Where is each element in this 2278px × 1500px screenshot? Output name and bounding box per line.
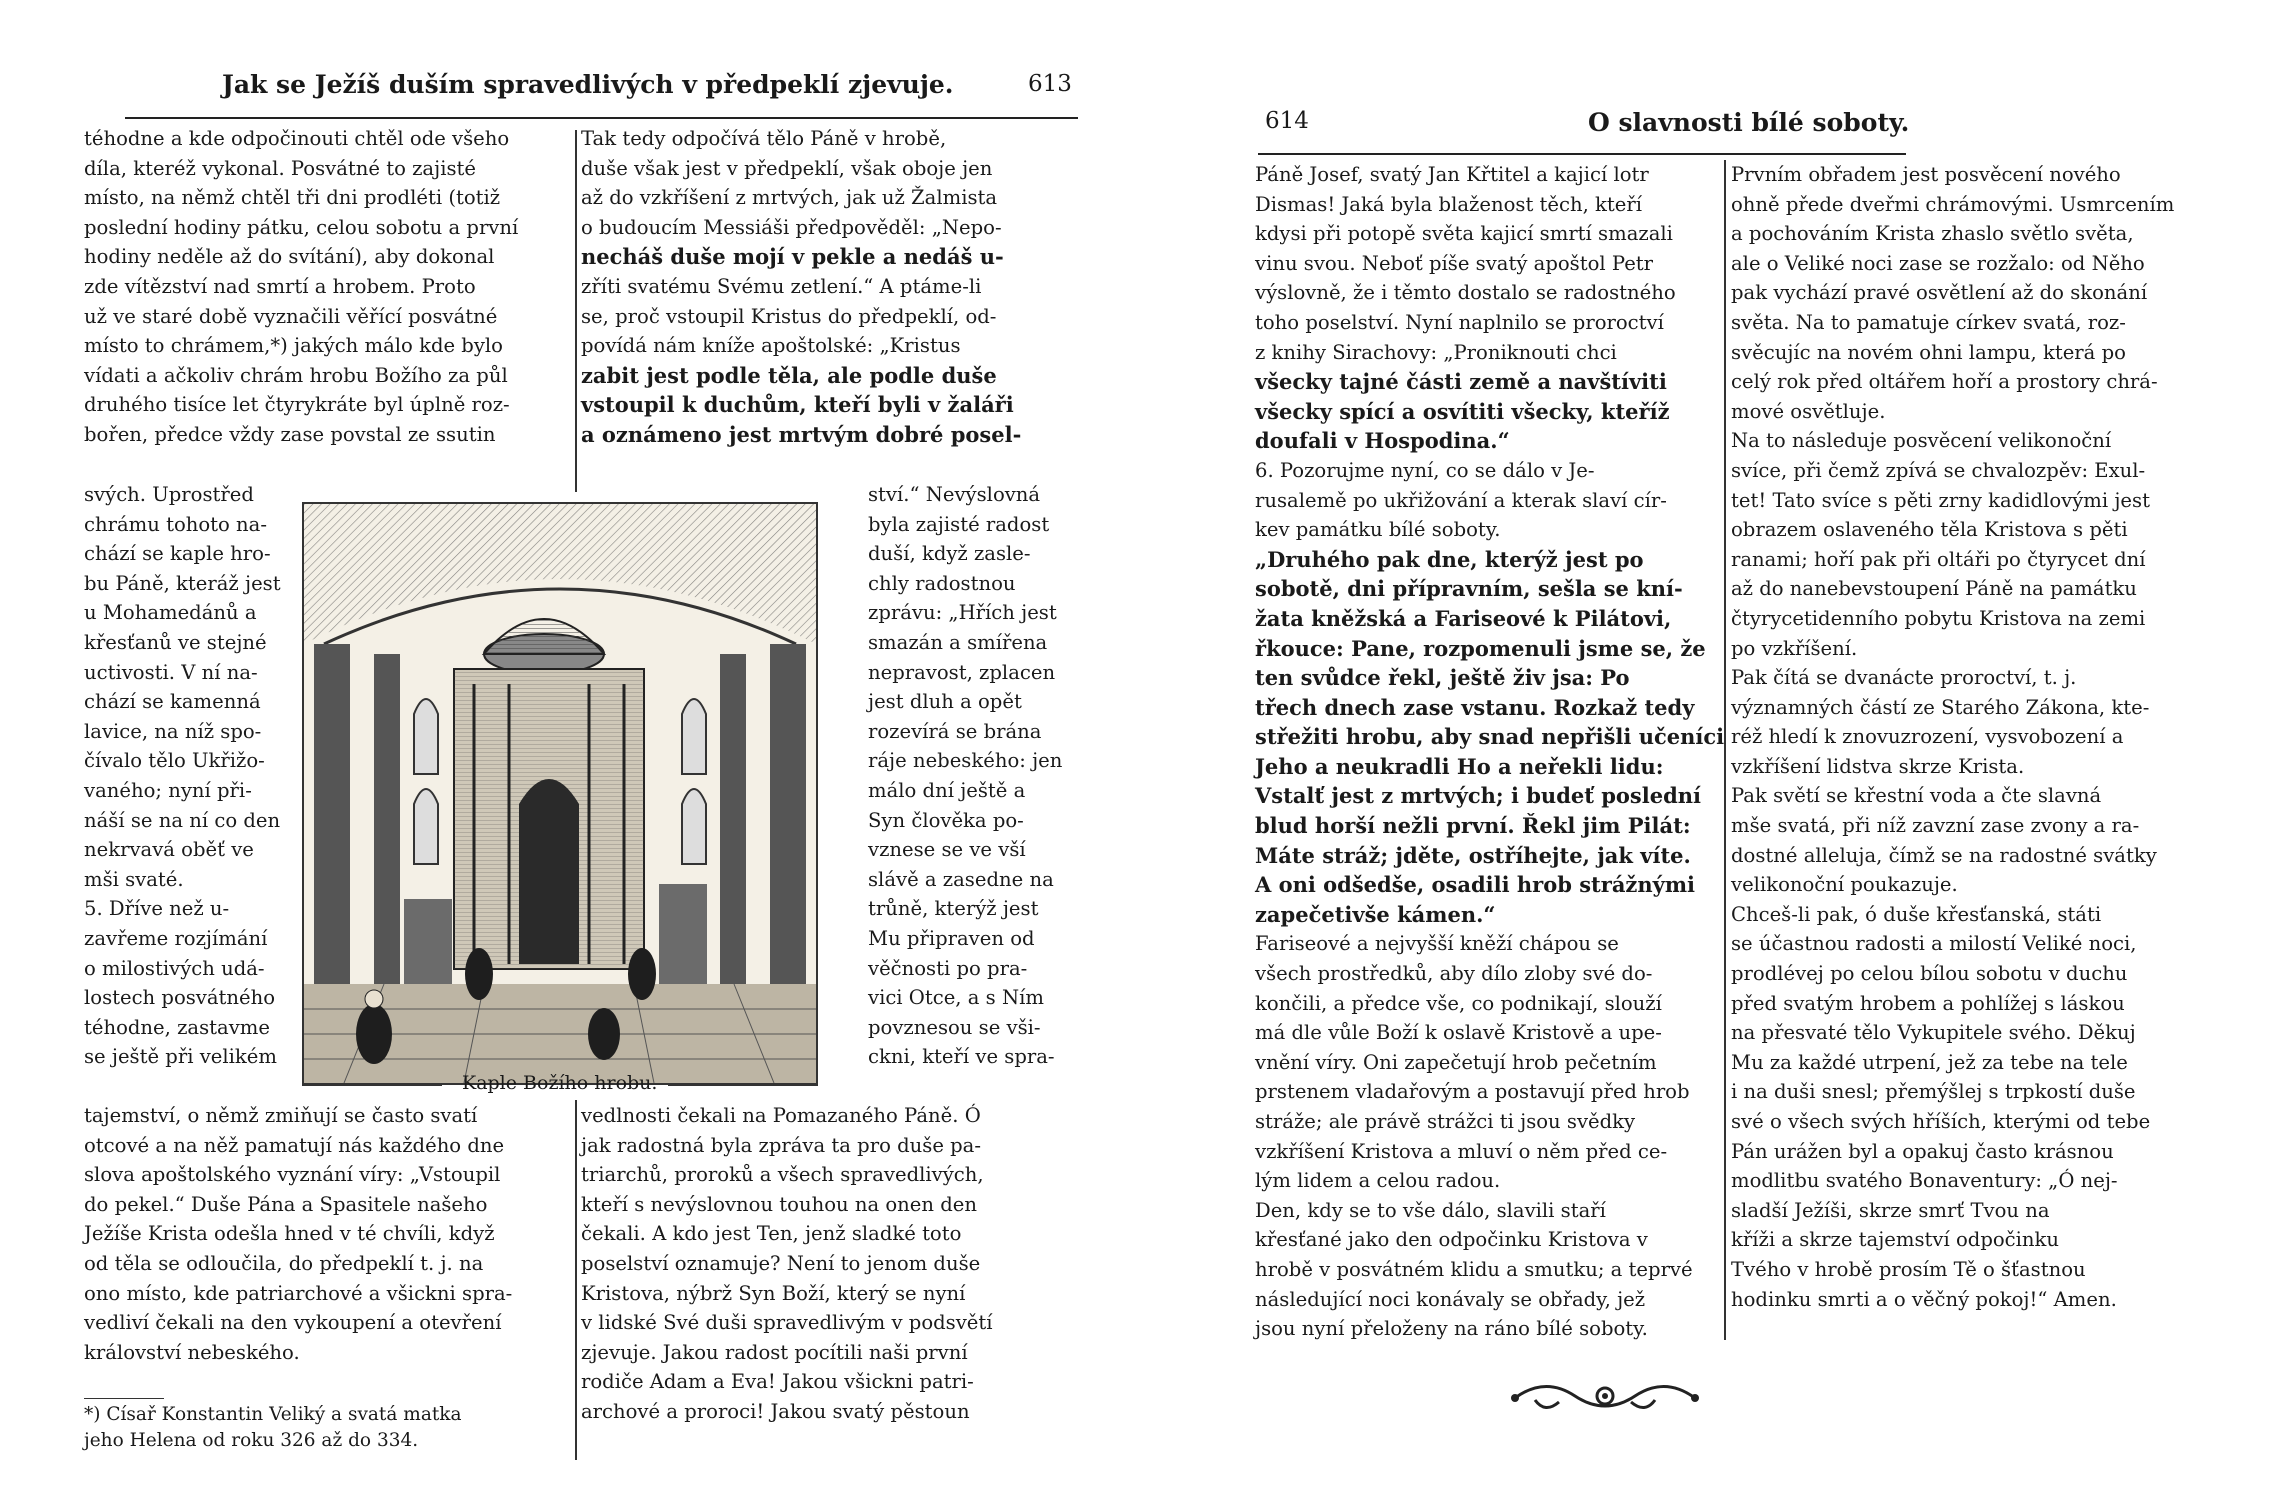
text-line: vnění víry. Oni zapečetují hrob pečetním (1255, 1050, 1657, 1074)
text-line: bu Páně, kteráž jest (84, 571, 281, 595)
text-line: prstenem vladařovým a postavují před hrob (1255, 1080, 1690, 1104)
text-line: kteří s nevýslovnou touhou na onen den (581, 1192, 977, 1216)
text-line: chází se kamenná (84, 690, 261, 714)
text-line: blud horší nežli první. Řekl jim Pilát: (1255, 813, 1691, 839)
text-line: do pekel.“ Duše Pána a Spasitele našeho (84, 1192, 488, 1216)
text-line: byla zajisté radost (868, 512, 1050, 536)
text-line: zjevuje. Jakou radost pocítili naši první (581, 1340, 968, 1364)
footnote (84, 1402, 571, 1454)
text-line: mové osvětluje. (1731, 399, 1886, 423)
ornament-flourish-icon (1505, 1368, 1705, 1424)
text-line: mši svaté. (84, 867, 184, 891)
text-line: 5. Dříve než u- (84, 897, 230, 921)
text-line: se účastnou radosti a milostí Veliké noci, (1731, 932, 2137, 956)
text-line: řkouce: Pane, rozpomenuli jsme se, že (1255, 635, 1706, 661)
right-column-c (1255, 160, 1725, 1344)
text-line: ství.“ Nevýslovná (868, 483, 1041, 506)
text-line: velikonoční poukazuje. (1731, 873, 1958, 897)
text-line: náší se na ní co den (84, 808, 281, 832)
text-line: trůně, kterýž jest (868, 897, 1039, 921)
text-line: lostech posvátného (84, 986, 276, 1010)
text-line: poslední hodiny pátku, celou sobotu a první (84, 215, 519, 239)
text-line: slávě a zasedne na (868, 867, 1054, 891)
text-line: výslovně, že i těmto dostalo se radostného (1255, 281, 1676, 305)
text-line: otcové a na něž pamatují nás každého dne (84, 1133, 505, 1157)
text-line: 6. Pozorujme nyní, co se dálo v Je- (1255, 458, 1595, 482)
text-line: od těla se odloučila, do předpeklí t. j. na (84, 1251, 484, 1275)
text-line: místo, na němž chtěl tři dni prodléti (totiž (84, 186, 501, 210)
text-line: následující noci konávaly se obřady, jež (1255, 1287, 1646, 1311)
text-line: hrobě v posvátném klidu a smutku; a teprvé (1255, 1257, 1693, 1281)
text-line: království nebeského. (84, 1340, 300, 1364)
text-line: třech dnech zase vstanu. Rozkaž tedy (1255, 694, 1695, 720)
text-line: vici Otce, a s Ním (868, 986, 1044, 1010)
text-line: Na to následuje posvěcení velikonoční (1731, 429, 2112, 453)
text-line: zavřeme rozjímání (84, 926, 268, 950)
text-line: Den, kdy se to vše dálo, slavili staří (1255, 1198, 1606, 1222)
text-line: ráje nebeského: jen (868, 749, 1063, 773)
text-line: díla, kteréž vykonal. Posvátné to zajisté (84, 156, 476, 180)
text-line: vzkříšení Kristova a mluví o něm před ce- (1255, 1139, 1668, 1163)
text-line: hodiny neděle až do svítání), aby dokonal (84, 245, 495, 269)
text-line: na přesvaté tělo Vykupitele svého. Děkuj (1731, 1021, 2136, 1045)
text-line: všech prostředků, aby dílo zloby své do- (1255, 962, 1653, 986)
text-line: významných částí ze Starého Zákona, kte- (1731, 695, 2150, 719)
text-line: stráže; ale právě strážci ti jsou svědky (1255, 1110, 1636, 1133)
text-line: žata kněžská a Fariseové k Pilátovi, (1255, 605, 1672, 631)
left-header-rule (125, 117, 1078, 119)
text-line: Ježíše Krista odešla hned v té chvíli, když (84, 1222, 495, 1246)
text-line: druhého tisíce let čtyrykráte byl úplně roz- (84, 393, 510, 417)
text-line: Chceš-li pak, ó duše křesťanská, státi (1731, 902, 2102, 926)
text-line: hodinku smrti a o věčný pokoj!“ Amen. (1731, 1287, 2117, 1311)
text-line: sobotě, dni přípravním, sešla se kní- (1255, 576, 1683, 602)
text-line: čekali. A kdo jest Ten, jenž sladké toto (581, 1222, 962, 1246)
text-line: Pán urážen byl a opakuj často krásnou (1731, 1139, 2114, 1163)
text-line: kev památku bílé soboty. (1255, 518, 1501, 542)
text-line: až do vzkříšení z mrtvých, jak už Žalmista (581, 186, 998, 210)
text-line: ohně přede dveřmi chrámovými. Usmrcením (1731, 192, 2175, 216)
text-line: z knihy Sirachovy: „Proniknouti chci (1255, 340, 1617, 364)
text-line: Pak světí se křestní voda a čte slavná (1731, 784, 2102, 808)
text-line: Tvého v hrobě prosím Tě o šťastnou (1731, 1257, 2086, 1281)
left-column-a-bottom (84, 1101, 571, 1367)
text-line: se, proč vstoupil Kristus do předpeklí, od- (581, 304, 997, 328)
text-line: v lidské Své duši spravedlivým v podsvětí (581, 1311, 993, 1335)
text-line: chrámu tohoto na- (84, 512, 267, 536)
text-line: archové a proroci! Jakou svatý pěstoun (581, 1399, 970, 1423)
right-column-d (1731, 160, 2206, 1314)
text-line: jest dluh a opět (868, 690, 1022, 714)
text-line: mše svatá, při níž zavzní zase zvony a ra- (1731, 814, 2140, 838)
text-line: a oznámeno jest mrtvým dobré posel- (581, 421, 1022, 447)
text-line: Páně Josef, svatý Jan Křtitel a kajicí lotr (1255, 163, 1649, 186)
text-line: vzkříšení lidstva skrze Krista. (1731, 754, 2025, 778)
text-line: rozevírá se brána (868, 719, 1042, 743)
text-line: uctivosti. V ní na- (84, 660, 258, 684)
text-line: světa. Na to pamatuje církev svatá, roz- (1731, 310, 2126, 334)
text-line: doufali v Hospodina.“ (1255, 428, 1510, 454)
text-line: modlitbu svatého Bonaventury: „Ó nej- (1731, 1169, 2118, 1193)
text-line: už ve staré době vyznačili věřící posvátné (84, 304, 498, 328)
text-line: necháš duše mojí v pekle a nedáš u- (581, 244, 1004, 270)
text-line: Máte stráž; jděte, ostříhejte, jak víte. (1255, 842, 1691, 868)
text-line: lým lidem a celou radou. (1255, 1169, 1501, 1193)
left-column-b-narrow (868, 480, 1078, 1072)
text-line: smazán a smířena (868, 630, 1048, 654)
text-line: o milostivých udá- (84, 956, 265, 980)
text-line: réž hledí k znovuzrození, vysvobození a (1731, 725, 2124, 749)
text-line: téhodne, zastavme (84, 1015, 270, 1039)
text-line: všecky tajné části země a navštíviti (1255, 369, 1667, 395)
text-line: rusalemě po ukřižování a kterak slaví cír- (1255, 488, 1667, 512)
text-line: všecky spící a osvítiti všecky, kteříž (1255, 398, 1670, 424)
text-line: jak radostná byla zpráva ta pro duše pa- (581, 1133, 981, 1157)
left-column-a-narrow (84, 480, 294, 1072)
text-line: rodiče Adam a Eva! Jakou všickni patri- (581, 1370, 974, 1394)
text-line: duší, když zasle- (868, 542, 1031, 566)
text-line: svěcujíc na novém ohni lampu, která po (1731, 340, 2126, 364)
text-line: Tak tedy odpočívá tělo Páně v hrobě, (581, 127, 947, 150)
text-line: křesťanů ve stejné (84, 630, 267, 654)
text-line: vznese se ve vší (868, 838, 1026, 862)
text-line: Vstalť jest z mrtvých; i budeť poslední (1255, 783, 1702, 809)
text-line: i na duši snesl; přemýšlej s trpkostí duše (1731, 1080, 2136, 1104)
text-line: celý rok před oltářem hoří a prostory chrá- (1731, 370, 2158, 394)
left-page-title: Jak se Ježíš duším spravedlivých v předpeklí zjevuje. (222, 70, 954, 99)
text-line: zabit jest podle těla, ale podle duše (581, 362, 997, 388)
caption-right-rule (668, 1085, 818, 1086)
chapel-engraving-icon (304, 504, 816, 1083)
text-line: vedliví čekali na den vykoupení a otevření (84, 1311, 502, 1335)
text-line: svých. Uprostřed (84, 483, 254, 506)
text-line: kříži a skrze tajemství odpočinku (1731, 1228, 2060, 1252)
text-line: jsou nyní přeloženy na ráno bílé soboty. (1255, 1317, 1648, 1341)
text-line: a pochováním Krista zhaslo světlo světa, (1731, 222, 2134, 246)
text-line: triarchů, proroků a všech spravedlivých, (581, 1163, 984, 1187)
left-page-number: 613 (1028, 71, 1072, 97)
text-line: chly radostnou (868, 571, 1016, 595)
text-line: Mu za každé utrpení, jež za tebe na tele (1731, 1050, 2128, 1074)
text-line: Pak čítá se dvanácte proroctví, t. j. (1731, 666, 2077, 690)
text-line: tajemství, o němž zmiňují se často svatí (84, 1104, 478, 1127)
text-line: věčnosti po pra- (868, 956, 1028, 980)
text-line: povznesou se vši- (868, 1015, 1041, 1039)
text-line: tet! Tato svíce s pěti zrny kadidlovými jest (1731, 488, 2150, 512)
text-line: sladší Ježíši, skrze smrť Tvou na (1731, 1198, 2050, 1222)
text-line: čívalo tělo Ukřižo- (84, 749, 265, 773)
text-line: obrazem oslaveného těla Kristova s pěti (1731, 518, 2128, 542)
right-header-rule (1258, 153, 1906, 155)
text-line: ale o Veliké noci zase se rozžalo: od Něho (1731, 251, 2145, 275)
text-line: prodlévej po celou bílou sobotu v duchu (1731, 962, 2128, 986)
text-line: ckni, kteří ve spra- (868, 1045, 1055, 1069)
text-line: *) Císař Konstantin Veliký a svatá matka (84, 1404, 462, 1425)
text-line: nekrvavá oběť ve (84, 838, 254, 862)
text-line: „Druhého pak dne, kterýž jest po (1255, 546, 1644, 572)
text-line: toho poselství. Nyní naplnilo se proroctví (1255, 310, 1664, 334)
text-line: po vzkříšení. (1731, 636, 1858, 660)
right-column-divider (1724, 160, 1726, 1340)
chapel-engraving (302, 502, 818, 1085)
text-line: slova apoštolského vyznání víry: „Vstoupil (84, 1163, 501, 1187)
text-line: střežiti hrobu, aby snad nepřišli učeníci (1255, 724, 1725, 750)
text-line: vídati a ačkoliv chrám hrobu Božího za půl (84, 363, 508, 387)
footnote-rule (84, 1398, 164, 1399)
text-line: Prvním obřadem jest posvěcení nového (1731, 163, 2121, 186)
text-line: pak vychází pravé osvětlení až do skonání (1731, 281, 2148, 305)
text-line: ranami; hoří pak při oltáři po čtyrycet dní (1731, 547, 2146, 571)
text-line: málo dní ještě a (868, 778, 1026, 802)
text-line: Jeho a neukradli Ho a neřekli lidu: (1255, 753, 1664, 779)
text-line: jeho Helena od roku 326 až do 334. (84, 1430, 419, 1451)
text-line: téhodne a kde odpočinouti chtěl ode všeho (84, 127, 510, 150)
right-page-title: O slavnosti bílé soboty. (1588, 108, 1910, 137)
text-line: vaného; nyní při- (84, 778, 252, 802)
text-line: lavice, na níž spo- (84, 719, 262, 743)
text-line: vedlnosti čekali na Pomazaného Páně. Ó (581, 1104, 981, 1127)
left-column-b-top (581, 124, 1071, 450)
text-line: duše však jest v předpeklí, však oboje jen (581, 156, 993, 180)
text-line: se ještě při velikém (84, 1045, 277, 1069)
text-line: zapečetivše kámen.“ (1255, 901, 1496, 927)
text-line: zprávu: „Hřích jest (868, 601, 1057, 625)
text-line: Dismas! Jaká byla blaženost těch, kteří (1255, 192, 1643, 216)
text-line: Mu připraven od (868, 926, 1035, 950)
text-line: končili, a předce vše, co podnikají, slouží (1255, 991, 1662, 1015)
text-line: u Mohamedánů a (84, 601, 257, 625)
text-line: A oni odšedše, osadili hrob strážnými (1255, 872, 1696, 898)
left-column-b-bottom (581, 1101, 1071, 1427)
left-column-divider-bottom (575, 1100, 577, 1460)
text-line: až do nanebevstoupení Páně na památku (1731, 577, 2137, 601)
text-line: má dle vůle Boží k oslavě Kristově a upe- (1255, 1021, 1662, 1045)
text-line: ten svůdce řekl, ještě živ jsa: Po (1255, 665, 1630, 691)
text-line: dostné alleluja, čímž se na radostné svátky (1731, 843, 2157, 867)
text-line: chází se kaple hro- (84, 542, 271, 566)
text-line: místo to chrámem,*) jakých málo kde bylo (84, 334, 503, 358)
text-line: zříti svatému Svému zetlení.“ A ptáme-li (581, 274, 982, 298)
text-line: o budoucím Messiáši předpověděl: „Nepo- (581, 215, 1002, 239)
text-line: před svatým hrobem a pohlížej s láskou (1731, 991, 2125, 1015)
text-line: Syn člověka po- (868, 808, 1024, 832)
text-line: svíce, při čemž zpívá se chvalozpěv: Exul- (1731, 458, 2146, 482)
text-line: poselství oznamuje? Není to jenom duše (581, 1251, 981, 1275)
text-line: vstoupil k duchům, kteří byli v žaláři (581, 392, 1014, 418)
text-line: vinu svou. Neboť píše svatý apoštol Petr (1255, 251, 1654, 275)
text-line: kdysi při potopě světa kajicí smrtí smazali (1255, 222, 1673, 246)
text-line: povídá nám kníže apoštolské: „Kristus (581, 334, 961, 358)
text-line: čtyrycetidenního pobytu Kristova na zemi (1731, 606, 2146, 630)
illustration-caption: Kaple Božího hrobu. (462, 1072, 658, 1094)
left-column-divider-top (575, 130, 577, 492)
text-line: bořen, předce vždy zase povstal ze ssutin (84, 422, 496, 446)
text-line: své o všech svých hříších, kterými od tebe (1731, 1110, 2151, 1133)
text-line: Kristova, nýbrž Syn Boží, který se nyní (581, 1281, 966, 1305)
text-line: zde vítězství nad smrtí a hrobem. Proto (84, 274, 476, 298)
right-page-number: 614 (1265, 108, 1309, 134)
text-line: nepravost, zplacen (868, 660, 1056, 684)
text-line: Fariseové a nejvyšší kněží chápou se (1255, 932, 1619, 956)
caption-left-rule (302, 1085, 442, 1086)
text-line: ono místo, kde patriarchové a všickni spra- (84, 1281, 513, 1305)
text-line: křesťané jako den odpočinku Kristova v (1255, 1228, 1648, 1252)
left-column-a-top (84, 124, 571, 450)
